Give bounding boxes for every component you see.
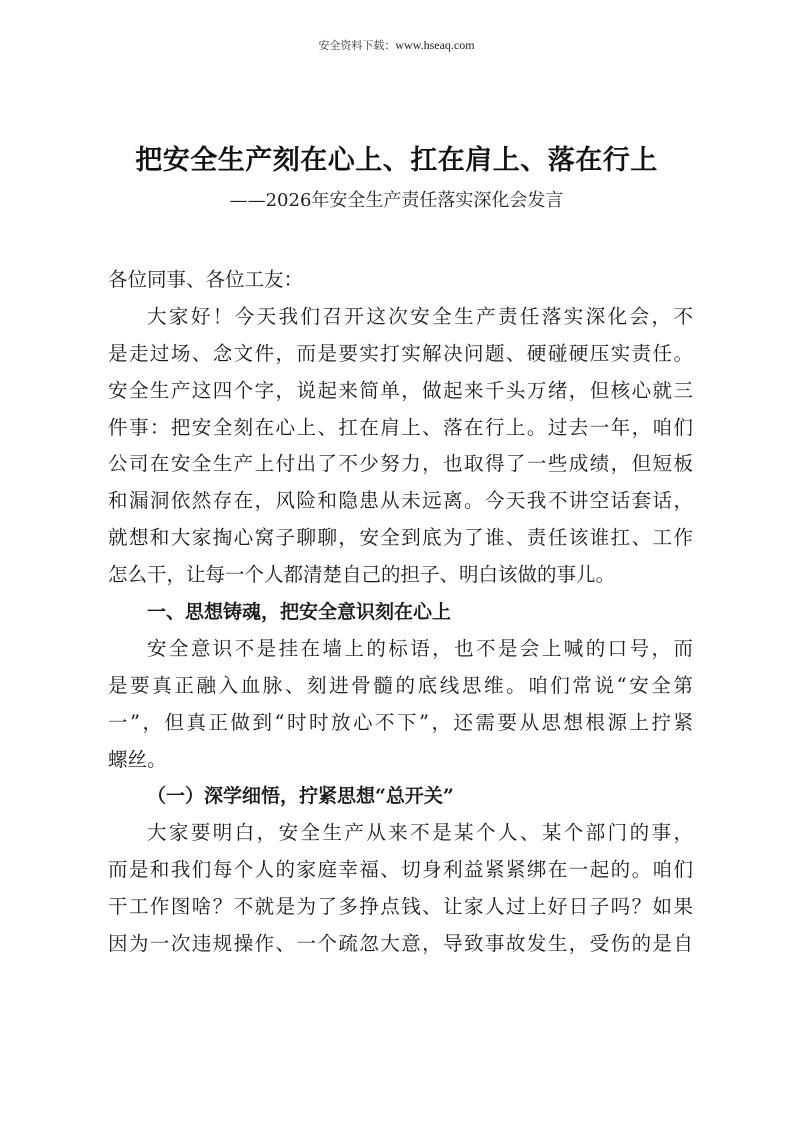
document-subtitle: ——2026年安全生产责任落实深化会发言 [229, 190, 564, 211]
text-line: 是走过场、念文件，而是要实打实解决问题、硬碰硬压实责任。 [108, 341, 693, 365]
text-line: 和漏洞依然存在，风险和隐患从未远离。今天我不讲空话套话， [108, 489, 693, 513]
paragraph-section-1 [108, 631, 693, 779]
salutation: 各位同事、各位工友： [108, 268, 304, 291]
text-line: 件事：把安全刻在心上、扛在肩上、落在行上。过去一年，咱们 [108, 415, 693, 439]
paragraph-subsection-1 [108, 815, 693, 963]
text-line: 而是和我们每个人的家庭幸福、切身利益紧紧绑在一起的。咱们 [108, 858, 693, 882]
text-line: 螺丝。 [108, 747, 167, 771]
page-header [0, 37, 793, 54]
text-line: 大家要明白，安全生产从来不是某个人、某个部门的事， [147, 821, 693, 845]
section-heading-1: 一、思想铸魂，把安全意识刻在心上 [147, 601, 452, 624]
header-url[interactable]: www.hseaq.com [395, 38, 475, 52]
text-line: 安全意识不是挂在墙上的标语，也不是会上喊的口号，而 [147, 636, 693, 660]
text-line: 安全生产这四个字，说起来简单，做起来千头万绪，但核心就三 [108, 378, 693, 402]
text-line: 一”，但真正做到“时时放心不下”，还需要从思想根源上拧紧 [108, 710, 693, 734]
header-label: 安全资料下载： [318, 39, 396, 52]
document-body [108, 262, 693, 963]
text-line: 怎么干，让每一个人都清楚自己的担子、明白该做的事儿。 [108, 563, 616, 587]
text-line: 干工作图啥？不就是为了多挣点钱、让家人过上好日子吗？如果 [108, 895, 693, 919]
text-line: 是要真正融入血脉、刻进骨髓的底线思维。咱们常说“安全第 [108, 673, 693, 697]
text-line: 因为一次违规操作、一个疏忽大意，导致事故发生，受伤的是自 [108, 932, 693, 956]
document-title: 把安全生产刻在心上、扛在肩上、落在行上 [135, 145, 658, 176]
paragraph-opening [108, 299, 693, 594]
text-line: 公司在安全生产上付出了不少努力，也取得了一些成绩，但短板 [108, 452, 693, 476]
text-line: 就想和大家掏心窝子聊聊，安全到底为了谁、责任该谁扛、工作 [108, 526, 693, 550]
subsection-heading-1: （一）深学细悟，拧紧思想“总开关” [147, 785, 454, 808]
text-line: 大家好！今天我们召开这次安全生产责任落实深化会，不 [147, 304, 693, 328]
